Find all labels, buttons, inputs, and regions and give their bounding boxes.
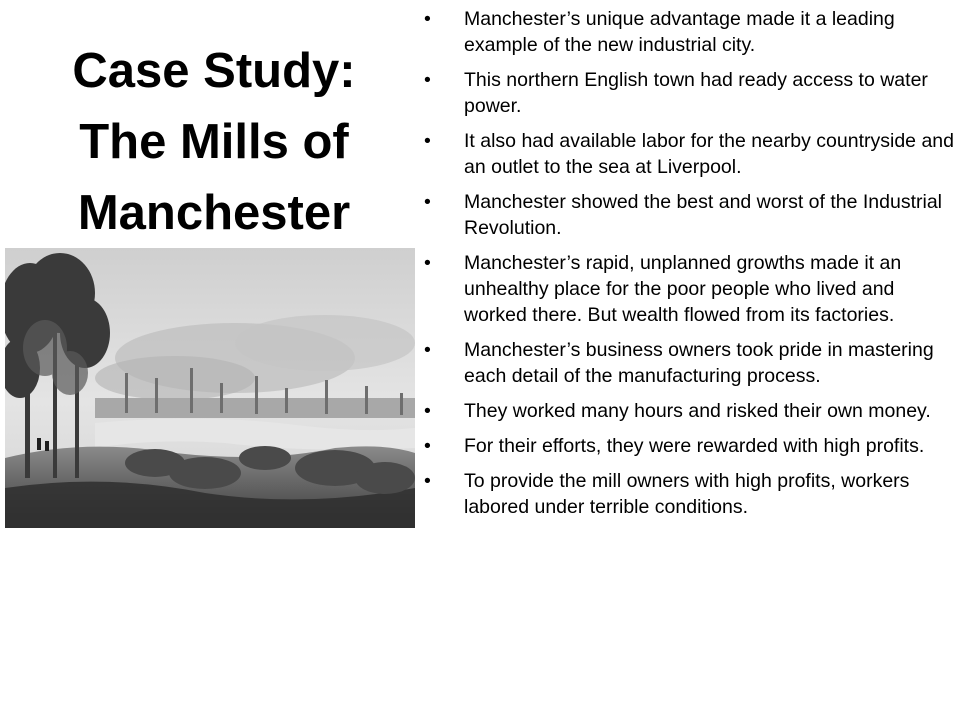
- bullet-text: This northern English town had ready access to water power.: [464, 69, 928, 117]
- bullet-item: [424, 250, 954, 328]
- bullet-item: [424, 67, 954, 119]
- bullet-text: Manchester’s unique advantage made it a leading example of the new industrial city.: [464, 8, 895, 56]
- bullet-text: They worked many hours and risked their own money.: [464, 400, 931, 422]
- bullet-text: Manchester’s rapid, unplanned growths made it an unhealthy place for the poor people who lived and worked there. But wealth flowed from its factories.: [464, 252, 902, 326]
- bullet-marker: •: [424, 191, 431, 213]
- bullet-marker: •: [424, 470, 431, 492]
- bullet-list: [424, 6, 954, 520]
- title-line-3: Manchester: [77, 186, 351, 240]
- bullet-text: Manchester’s business owners took pride in mastering each detail of the manufacturing process.: [464, 339, 934, 387]
- bullet-text: Manchester showed the best and worst of the Industrial Revolution.: [464, 191, 943, 239]
- bullet-text: It also had available labor for the nearby countryside and an outlet to the sea at Liverpool.: [464, 130, 954, 178]
- bullet-marker: •: [424, 8, 431, 30]
- bullet-item: [424, 398, 954, 424]
- bullet-item: [424, 433, 954, 459]
- bullet-item: [424, 128, 954, 180]
- bullet-marker: •: [424, 435, 431, 457]
- bullet-text: To provide the mill owners with high profits, workers labored under terrible conditions.: [464, 470, 910, 518]
- title-line-2: The Mills of: [79, 115, 349, 169]
- bullet-marker: •: [424, 69, 431, 91]
- bullet-marker: •: [424, 339, 431, 361]
- bullet-item: [424, 337, 954, 389]
- bullet-item: [424, 6, 954, 58]
- bullet-marker: •: [424, 252, 431, 274]
- bullet-marker: •: [424, 400, 431, 422]
- manchester-engraving-image: [5, 248, 415, 528]
- slide-title: [14, 36, 414, 249]
- title-line-1: Case Study:: [72, 44, 356, 98]
- bullet-item: [424, 189, 954, 241]
- bullet-marker: •: [424, 130, 431, 152]
- bullet-item: [424, 468, 954, 520]
- bullet-text: For their efforts, they were rewarded with high profits.: [464, 435, 925, 457]
